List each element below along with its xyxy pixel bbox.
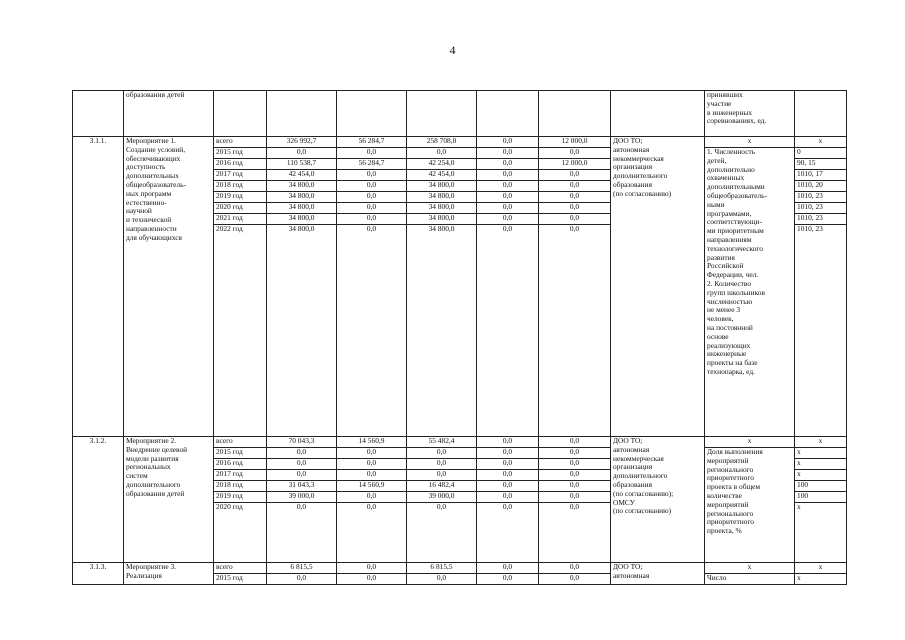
cell-year: 2016 год — [214, 159, 267, 170]
cell-target-value: 90, 15 — [795, 159, 847, 170]
cell-c4: 0,0 — [477, 437, 539, 448]
cell-num: 3.1.1. — [73, 137, 124, 437]
cell-c5: 0,0 — [539, 170, 611, 181]
cell-c1: 0,0 — [267, 448, 337, 459]
cell-last — [795, 91, 847, 137]
continuation-row — [73, 91, 847, 137]
cell-c4: 0,0 — [477, 203, 539, 214]
table-row — [73, 137, 847, 148]
cell-year: 2018 год — [214, 481, 267, 492]
cell-c1: 39 000,0 — [267, 492, 337, 503]
cell-target-value: 100 — [795, 492, 847, 503]
cell-last: х — [795, 563, 847, 574]
cell-c2: 0,0 — [337, 214, 407, 225]
cell-c5: 0,0 — [539, 148, 611, 159]
cell-c2: 0,0 — [337, 148, 407, 159]
cell-year: 2021 год — [214, 214, 267, 225]
cell-c3: 34 800,0 — [407, 192, 477, 203]
cell-c1: 34 800,0 — [267, 214, 337, 225]
cell-year: 2017 год — [214, 470, 267, 481]
table-row — [73, 563, 847, 574]
cell-c4: 0,0 — [477, 181, 539, 192]
table-body — [73, 91, 847, 585]
cell-indicator: принявших участие в инженерных соревнованиях, ед. — [705, 91, 795, 137]
cell-c5: 12 000,0 — [539, 159, 611, 170]
cell-c3: 34 800,0 — [407, 225, 477, 437]
cell-c3 — [407, 91, 477, 137]
cell-c5: 0,0 — [539, 181, 611, 192]
cell-year: 2020 год — [214, 203, 267, 214]
cell-target-value: 1010, 23 — [795, 203, 847, 214]
cell-c5: 0,0 — [539, 470, 611, 481]
cell-last: х — [795, 137, 847, 148]
cell-target-value: 1010, 23 — [795, 225, 847, 437]
cell-c3: 42 254,0 — [407, 159, 477, 170]
cell-c5: 0,0 — [539, 214, 611, 225]
cell-c1: 42 454,0 — [267, 170, 337, 181]
cell-c1: 0,0 — [267, 503, 337, 563]
cell-year: 2018 год — [214, 181, 267, 192]
cell-year: 2019 год — [214, 492, 267, 503]
cell-c3: 34 800,0 — [407, 214, 477, 225]
cell-target-value: 1010, 23 — [795, 192, 847, 203]
cell-c1: 34 800,0 — [267, 181, 337, 192]
cell-target-value: х — [795, 503, 847, 563]
cell-c2: 14 560,9 — [337, 437, 407, 448]
cell-year: 2020 год — [214, 503, 267, 563]
cell-c3: 0,0 — [407, 470, 477, 481]
cell-c5: 12 000,0 — [539, 137, 611, 148]
cell-year: всего — [214, 137, 267, 148]
cell-year: 2015 год — [214, 574, 267, 585]
cell-target-value: 1010, 17 — [795, 170, 847, 181]
cell-c4: 0,0 — [477, 492, 539, 503]
cell-c2: 0,0 — [337, 470, 407, 481]
cell-c3: 6 815,5 — [407, 563, 477, 574]
cell-executor: ДОО ТО; автономная некоммерческая организация дополнительного образования (по согласованию) — [611, 137, 705, 437]
cell-indicator-header: х — [705, 137, 795, 148]
cell-indicator-header: х — [705, 563, 795, 574]
cell-target-value: 1010, 23 — [795, 214, 847, 225]
cell-c4: 0,0 — [477, 170, 539, 181]
cell-c1: 70 043,3 — [267, 437, 337, 448]
cell-indicator: Число — [705, 574, 795, 585]
cell-c3: 258 708,0 — [407, 137, 477, 148]
cell-c2: 0,0 — [337, 203, 407, 214]
cell-name: Мероприятие 3. Реализация — [124, 563, 214, 585]
cell-c5: 0,0 — [539, 563, 611, 574]
cell-num: 3.1.2. — [73, 437, 124, 563]
page-number: 4 — [449, 43, 456, 57]
cell-c2: 0,0 — [337, 503, 407, 563]
cell-c4: 0,0 — [477, 563, 539, 574]
cell-target-value: х — [795, 448, 847, 459]
cell-c5: 0,0 — [539, 492, 611, 503]
cell-c3: 34 800,0 — [407, 181, 477, 192]
cell-year: всего — [214, 563, 267, 574]
cell-c4: 0,0 — [477, 159, 539, 170]
cell-c3: 0,0 — [407, 448, 477, 459]
cell-c1: 34 800,0 — [267, 192, 337, 203]
cell-year: 2015 год — [214, 448, 267, 459]
cell-c5: 0,0 — [539, 225, 611, 437]
cell-c3: 42 454,0 — [407, 170, 477, 181]
cell-year: 2016 год — [214, 459, 267, 470]
cell-c3: 39 000,0 — [407, 492, 477, 503]
cell-c2: 0,0 — [337, 181, 407, 192]
cell-year: 2017 год — [214, 170, 267, 181]
cell-c4: 0,0 — [477, 503, 539, 563]
cell-c2: 0,0 — [337, 563, 407, 574]
cell-c3: 0,0 — [407, 503, 477, 563]
cell-c4: 0,0 — [477, 148, 539, 159]
cell-target-value: х — [795, 470, 847, 481]
cell-c2: 0,0 — [337, 459, 407, 470]
cell-c3: 0,0 — [407, 459, 477, 470]
cell-c4 — [477, 91, 539, 137]
cell-target-value: 0 — [795, 148, 847, 159]
cell-c2: 56 284,7 — [337, 159, 407, 170]
cell-year: 2019 год — [214, 192, 267, 203]
cell-year: 2015 год — [214, 148, 267, 159]
cell-c1: 34 800,0 — [267, 225, 337, 437]
cell-indicator: 1. Численность детей, дополнительно охваченных дополнительными общеобразователь- ными программами, соответствующи- ми приоритетным направлениям технологического развития Российской Федерации, чел. 2. Количество групп школьников численностью не менее 3 человек, на постоянной основе реализующих инженерные проекты на базе технопарка, ед. — [705, 148, 795, 437]
cell-name: Мероприятие 1. Создание условий, обеспечивающих доступность дополнительных общеобразователь- ных программ естественно- научной и технической направленности для обучающихся — [124, 137, 214, 437]
cell-num — [73, 91, 124, 137]
cell-c5: 0,0 — [539, 192, 611, 203]
cell-target-value: 1010, 20 — [795, 181, 847, 192]
cell-c5: 0,0 — [539, 574, 611, 585]
cell-c5: 0,0 — [539, 503, 611, 563]
cell-target-value: 100 — [795, 481, 847, 492]
cell-c4: 0,0 — [477, 448, 539, 459]
cell-c4: 0,0 — [477, 192, 539, 203]
cell-c4: 0,0 — [477, 225, 539, 437]
cell-executor — [611, 91, 705, 137]
cell-c1: 6 815,5 — [267, 563, 337, 574]
cell-year — [214, 91, 267, 137]
cell-executor: ДОО ТО; автономная — [611, 563, 705, 585]
cell-c3: 55 482,4 — [407, 437, 477, 448]
cell-executor: ДОО ТО; автономная некоммерческая организация дополнительного образования (по согласованию); ОМСУ (по согласованию) — [611, 437, 705, 563]
cell-last: х — [795, 437, 847, 448]
cell-c2: 0,0 — [337, 192, 407, 203]
cell-c1: 0,0 — [267, 148, 337, 159]
cell-c2: 0,0 — [337, 448, 407, 459]
cell-c3: 34 800,0 — [407, 203, 477, 214]
cell-indicator-header: х — [705, 437, 795, 448]
cell-c5: 0,0 — [539, 459, 611, 470]
table-row — [73, 437, 847, 448]
cell-c3: 16 482,4 — [407, 481, 477, 492]
cell-c4: 0,0 — [477, 470, 539, 481]
cell-indicator: Доля выполнения мероприятий регионального приоритетного проекта в общем количестве мероприятий регионального приоритетного проекта, % — [705, 448, 795, 563]
cell-c3: 0,0 — [407, 574, 477, 585]
cell-c1: 0,0 — [267, 574, 337, 585]
cell-year: всего — [214, 437, 267, 448]
cell-c1: 326 992,7 — [267, 137, 337, 148]
cell-c2: 0,0 — [337, 492, 407, 503]
cell-c4: 0,0 — [477, 481, 539, 492]
cell-c2: 0,0 — [337, 574, 407, 585]
cell-c5: 0,0 — [539, 481, 611, 492]
cell-num: 3.1.3. — [73, 563, 124, 585]
cell-c4: 0,0 — [477, 137, 539, 148]
cell-c1 — [267, 91, 337, 137]
cell-c4: 0,0 — [477, 574, 539, 585]
cell-c5: 0,0 — [539, 203, 611, 214]
cell-name: образования детей — [124, 91, 214, 137]
cell-c1: 34 800,0 — [267, 203, 337, 214]
cell-c1: 0,0 — [267, 470, 337, 481]
cell-c5: 0,0 — [539, 437, 611, 448]
cell-c2 — [337, 91, 407, 137]
cell-c5: 0,0 — [539, 448, 611, 459]
cell-c5 — [539, 91, 611, 137]
cell-c2: 14 560,9 — [337, 481, 407, 492]
program-table-container — [72, 90, 846, 585]
cell-c4: 0,0 — [477, 459, 539, 470]
cell-c2: 0,0 — [337, 170, 407, 181]
cell-name: Мероприятие 2. Внедрение целевой модели развития региональных систем дополнительного образования детей — [124, 437, 214, 563]
cell-c2: 56 284,7 — [337, 137, 407, 148]
cell-c4: 0,0 — [477, 214, 539, 225]
cell-c1: 110 538,7 — [267, 159, 337, 170]
program-table — [72, 90, 847, 585]
cell-year: 2022 год — [214, 225, 267, 437]
cell-target-value: х — [795, 574, 847, 585]
cell-c2: 0,0 — [337, 225, 407, 437]
cell-c3: 0,0 — [407, 148, 477, 159]
cell-c1: 31 043,3 — [267, 481, 337, 492]
cell-c1: 0,0 — [267, 459, 337, 470]
cell-target-value: х — [795, 459, 847, 470]
